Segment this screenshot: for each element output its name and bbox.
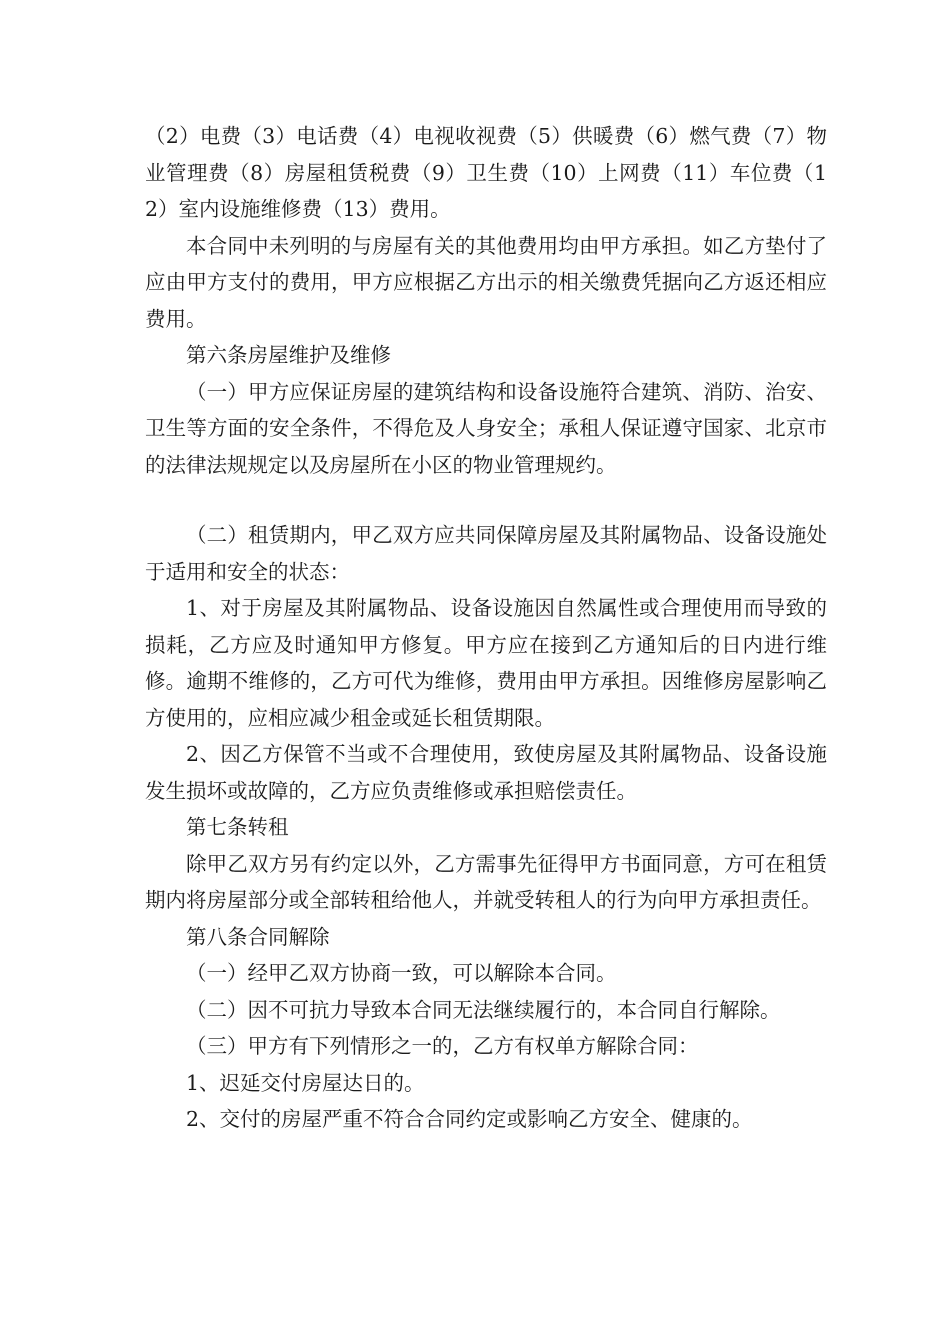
- article-8-clause-2: （二）因不可抗力导致本合同无法继续履行的，本合同自行解除。: [186, 997, 781, 1022]
- article-8-clause-3: （三）甲方有下列情形之一的，乙方有权单方解除合同：: [186, 1034, 699, 1058]
- article-8-clause-1: （一）经甲乙双方协商一致，可以解除本合同。: [186, 961, 617, 985]
- article-7-body: 除甲乙双方另有约定以外，乙方需事先征得甲方书面同意，方可在租赁期内将房屋部分或全部转租给他人，并就受转租人的行为向甲方承担责任。: [145, 851, 827, 912]
- article-8-heading: 第八条合同解除: [186, 924, 330, 949]
- article-6-clause-1: （一）甲方应保证房屋的建筑结构和设备设施符合建筑、消防、治安、卫生等方面的安全条件，不得危及人身安全；承租人保证遵守国家、北京市的法律法规规定以及房屋所在小区的物业管理规约。: [145, 379, 827, 477]
- article-6-clause-2-item-2: 2、因乙方保管不当或不合理使用，致使房屋及其附属物品、设备设施发生损坏或故障的，乙方应负责维修或承担赔偿责任。: [145, 742, 827, 803]
- article-6-clause-2-item-1: 1、对于房屋及其附属物品、设备设施因自然属性或合理使用而导致的损耗，乙方应及时通知甲方修复。甲方应在接到乙方通知后的日内进行维修。逾期不维修的，乙方可代为维修，费用由甲方承担。因维修房屋影响乙方使用的，应相应减少租金或延长租赁期限。: [145, 596, 827, 730]
- document-page: [145, 118, 827, 1138]
- paragraph-spacer: [145, 483, 827, 517]
- fees-list-paragraph: （2）电费（3）电话费（4）电视收视费（5）供暖费（6）燃气费（7）物业管理费（8）房屋租赁税费（9）卫生费（10）上网费（11）车位费（12）室内设施维修费（13）费用。: [145, 124, 827, 221]
- other-fees-paragraph: 本合同中未列明的与房屋有关的其他费用均由甲方承担。如乙方垫付了应由甲方支付的费用，甲方应根据乙方出示的相关缴费凭据向乙方返还相应费用。: [145, 233, 827, 331]
- article-6-clause-2: （二）租赁期内，甲乙双方应共同保障房屋及其附属物品、设备设施处于适用和安全的状态：: [145, 523, 827, 584]
- article-6-heading: 第六条房屋维护及维修: [186, 343, 391, 367]
- article-8-clause-3-item-2: 2、交付的房屋严重不符合合同约定或影响乙方安全、健康的。: [186, 1107, 753, 1131]
- article-8-clause-3-item-1: 1、迟延交付房屋达日的。: [186, 1070, 425, 1095]
- article-7-heading: 第七条转租: [186, 815, 289, 839]
